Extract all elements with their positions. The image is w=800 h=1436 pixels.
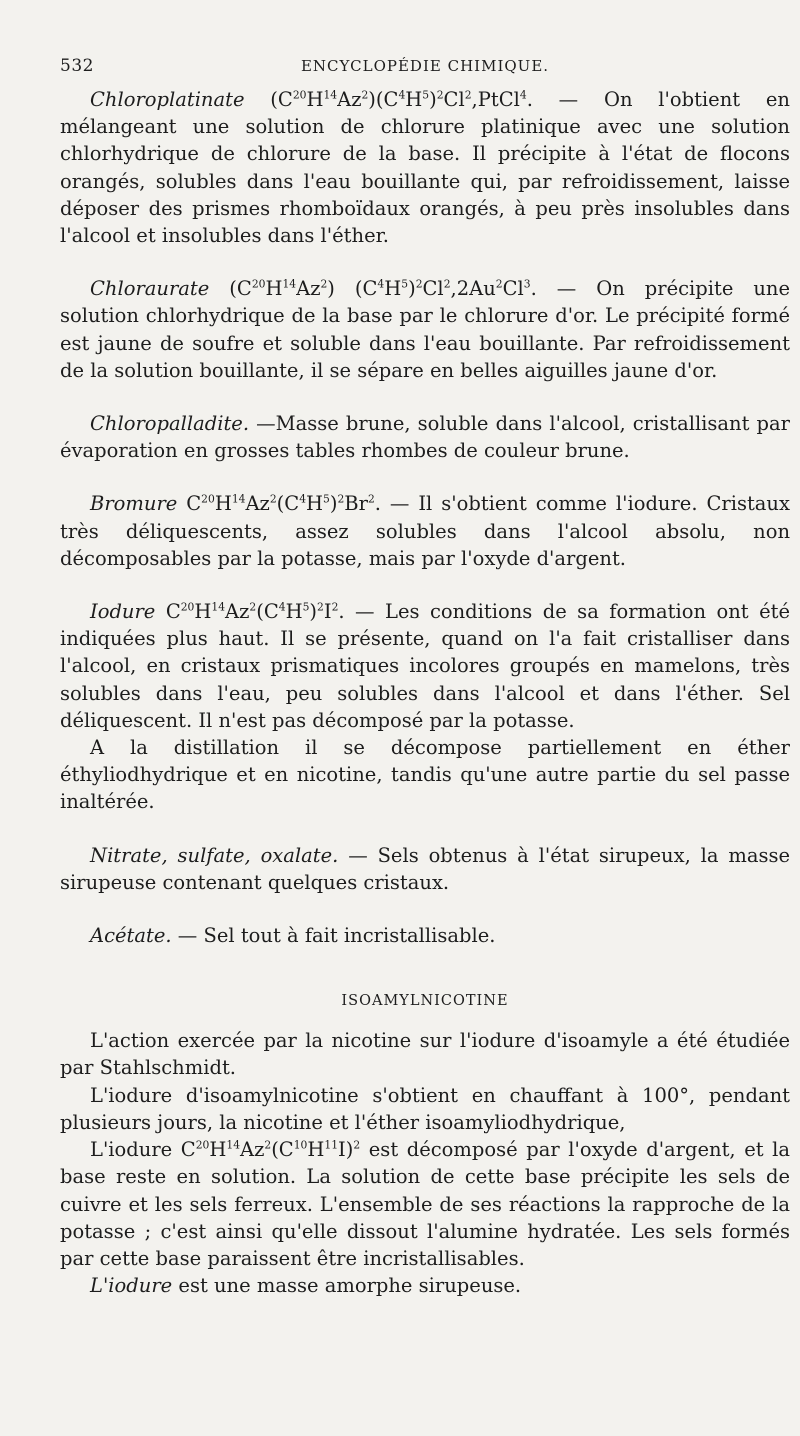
entry-text: — Sel tout à fait incristallisable. bbox=[177, 924, 496, 948]
page-header bbox=[60, 56, 790, 86]
entry-lead: Chloroplatinate bbox=[90, 88, 245, 111]
paragraph-nitrate bbox=[60, 842, 790, 896]
running-title: ENCYCLOPÉDIE CHIMIQUE. bbox=[300, 57, 550, 75]
paragraph-bromure bbox=[60, 490, 790, 572]
entry-formula: $C^{20}H^{14}Az^2(C^4H^5)^2Br^2$. bbox=[186, 492, 381, 516]
entry-text: — Les conditions de sa formation ont été indiquées plus haut. Il se présente, quand on l'a fait cristalliser dans l'alcool, en cristaux prismatiques incolores groupés en mamelons, très solubles dans l'eau, peu solubles dans l'alcool et dans l'éther. Sel déliquescent. Il n'est pas décomposé par la potasse. bbox=[60, 600, 790, 732]
entry-text: — On l'obtient en mélangeant une solution de chlorure platinique avec une solution chlorhydrique de chlorure de la base. Il précipite à l'état de flocons orangés, solubles dans l'eau bouillante qui, par refroidissement, laisse déposer des prismes rhomboïdaux orangés, à peu près insolubles dans l'alcool et insolubles dans l'éther. bbox=[60, 88, 790, 248]
paragraph-isoamyl-1: L'action exercée par la nicotine sur l'iodure d'isoamyle a été étudiée par Stahlschmidt. bbox=[60, 1029, 790, 1080]
paragraph-isoamyl-3 bbox=[60, 1136, 790, 1272]
paragraph-chloroplatinate bbox=[60, 86, 790, 249]
entry-lead: Iodure bbox=[90, 600, 156, 624]
entry-lead: L'iodure bbox=[90, 1274, 173, 1298]
entry-formula: $C^{20}H^{14}Az^2(C^{10}H^{11}I)^2$ bbox=[180, 1138, 361, 1162]
entry-lead: Bromure bbox=[90, 492, 178, 516]
paragraph-chloropalladite bbox=[60, 410, 790, 464]
entry-lead: Chloraurate bbox=[90, 277, 210, 301]
entry-lead: Acétate. bbox=[90, 924, 172, 948]
entry-lead: Chloropalladite. bbox=[90, 412, 250, 436]
paragraph-iodure bbox=[60, 598, 790, 734]
entry-text: — Il s'obtient comme l'iodure. Cristaux très déliquescents, assez solubles dans l'alcool absolu, non décomposables par la potasse, mais par l'oxyde d'argent. bbox=[60, 492, 790, 570]
entry-text: est une masse amorphe sirupeuse. bbox=[178, 1274, 522, 1298]
entry-formula: $C^{20}H^{14}Az^2(C^4H^5)^2I^2$. bbox=[165, 600, 345, 624]
entry-text: — Sels obtenus à l'état sirupeux, la masse sirupeuse contenant quelques cristaux. bbox=[60, 843, 791, 894]
paragraph-iodure-distillation: A la distillation il se décompose partiellement en éther éthyliodhydrique et en nicotine, tandis qu'une autre partie du sel passe inaltérée. bbox=[60, 736, 790, 814]
paragraph-chloraurate bbox=[60, 275, 790, 384]
entry-text: —Masse brune, soluble dans l'alcool, cristallisant par évaporation en grosses tables rhombes de couleur brune. bbox=[60, 412, 790, 463]
entry-formula: $(C^{20}H^{14}Az^2)(C^4H^5)^2Cl^2,PtCl^4$. bbox=[270, 88, 533, 111]
entry-text: — On précipite une solution chlorhydrique de la base par le chlorure d'or. Le précipité formé est jaune de soufre et soluble dans l'eau bouillante. Par refroidissement de la solution bouillante, il se sépare en belles aiguilles jaune d'or. bbox=[60, 277, 790, 382]
document-page bbox=[60, 56, 790, 1299]
entry-formula: $(C^{20}H^{14}Az^2)$ $(C^4H^5)^2Cl^2,2Au^2Cl^3$. bbox=[229, 277, 537, 301]
entry-lead: Nitrate, sulfate, oxalate. bbox=[90, 843, 339, 867]
paragraph-isoamyl-4 bbox=[60, 1272, 790, 1299]
section-title: ISOAMYLNICOTINE bbox=[341, 993, 509, 1010]
paragraph-isoamyl-2: L'iodure d'isoamylnicotine s'obtient en chauffant à 100°, pendant plusieurs jours, la nicotine et l'éther isoamyliodhydrique, bbox=[60, 1083, 790, 1134]
entry-start: L'iodure bbox=[90, 1138, 173, 1162]
entry-text: est décomposé par l'oxyde d'argent, et la base reste en solution. La solution de cette base précipite les sels de cuivre et les sels ferreux. L'ensemble de ses réactions la rapproche de la potasse ; c'est ainsi qu'elle dissout l'alumine hydratée. Les sels formés par cette base paraissent être incristallisables. bbox=[60, 1138, 791, 1270]
page-number: 532 bbox=[60, 56, 94, 76]
paragraph-acetate bbox=[60, 922, 790, 949]
